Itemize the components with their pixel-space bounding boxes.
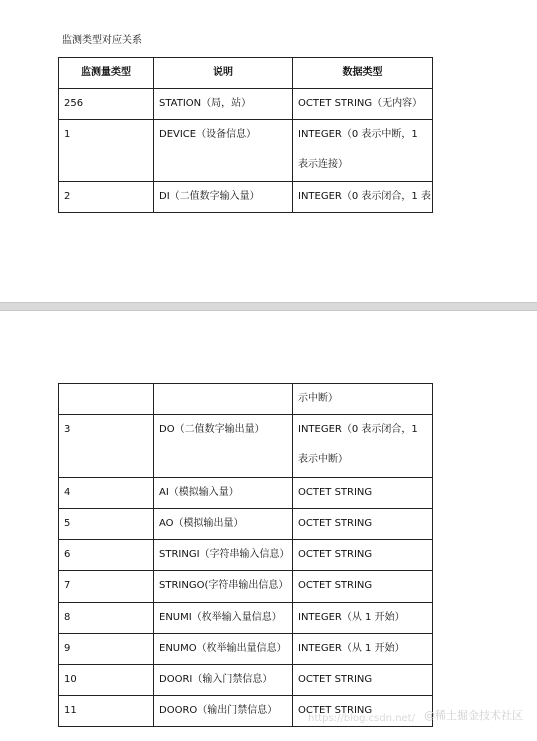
- cell-description: ENUMI（枚举输入量信息）: [154, 603, 293, 634]
- watermark: @稀土掘金技术社区: [424, 709, 523, 722]
- monitoring-type-table-top: [58, 57, 433, 213]
- cell-type: 4: [59, 478, 154, 509]
- cell-description: STATION（局，站）: [154, 89, 293, 120]
- cell-description: DEVICE（设备信息）: [154, 120, 293, 182]
- cell-data-type: OCTET STRING: [293, 696, 433, 727]
- cell-description: AI（模拟输入量）: [154, 478, 293, 509]
- table-row: [59, 478, 433, 509]
- cell-description: [154, 384, 293, 415]
- table-row: [59, 415, 433, 478]
- cell-description: DOORO（输出门禁信息）: [154, 696, 293, 727]
- cell-description: STRINGO(字符串输出信息）: [154, 571, 293, 603]
- table-row: [59, 603, 433, 634]
- cell-type: 9: [59, 634, 154, 665]
- table-row: [59, 182, 433, 213]
- cell-description: DO（二值数字输出量）: [154, 415, 293, 478]
- cell-description: DOORI（输入门禁信息）: [154, 665, 293, 696]
- cell-description: ENUMO（枚举输出量信息）: [154, 634, 293, 665]
- cell-data-type: OCTET STRING: [293, 478, 433, 509]
- table-row: [59, 384, 433, 415]
- table-row: [59, 120, 433, 182]
- cell-type: 7: [59, 571, 154, 603]
- cell-data-type: INTEGER（0 表示中断，1 表示连接）: [293, 120, 433, 182]
- cell-data-type: INTEGER（0 表示闭合，1 表: [293, 182, 433, 213]
- watermark-url: https://blog.csdn.net/: [308, 713, 415, 724]
- cell-data-type: OCTET STRING: [293, 540, 433, 571]
- cell-type: 10: [59, 665, 154, 696]
- document-page-top: [0, 0, 537, 302]
- cell-data-type: 示中断）: [293, 384, 433, 415]
- table-row: [59, 665, 433, 696]
- cell-description: STRINGI（字符串输入信息）: [154, 540, 293, 571]
- table-row: [59, 571, 433, 603]
- section-title: 监测类型对应关系: [62, 35, 142, 46]
- cell-type: 8: [59, 603, 154, 634]
- header-monitoring-type: 监测量类型: [59, 58, 154, 89]
- cell-data-type: INTEGER（从 1 开始）: [293, 603, 433, 634]
- cell-data-type: OCTET STRING（无内容）: [293, 89, 433, 120]
- cell-type: 2: [59, 182, 154, 213]
- cell-type: 256: [59, 89, 154, 120]
- table-row: [59, 509, 433, 540]
- cell-type: [59, 384, 154, 415]
- cell-data-type: OCTET STRING: [293, 665, 433, 696]
- cell-type: 1: [59, 120, 154, 182]
- cell-description: DI（二值数字输入量）: [154, 182, 293, 213]
- cell-type: 3: [59, 415, 154, 478]
- cell-type: 5: [59, 509, 154, 540]
- table-row: [59, 89, 433, 120]
- cell-data-type: INTEGER（从 1 开始）: [293, 634, 433, 665]
- cell-description: AO（模拟输出量）: [154, 509, 293, 540]
- page-separator: [0, 302, 537, 311]
- cell-type: 6: [59, 540, 154, 571]
- cell-data-type: INTEGER（0 表示闭合，1 表示中断）: [293, 415, 433, 478]
- table-row: [59, 634, 433, 665]
- cell-data-type: OCTET STRING: [293, 509, 433, 540]
- cell-type: 11: [59, 696, 154, 727]
- header-description: 说明: [154, 58, 293, 89]
- table-row: [59, 540, 433, 571]
- monitoring-type-table-bottom: [58, 383, 433, 727]
- cell-data-type: OCTET STRING: [293, 571, 433, 603]
- header-data-type: 数据类型: [293, 58, 433, 89]
